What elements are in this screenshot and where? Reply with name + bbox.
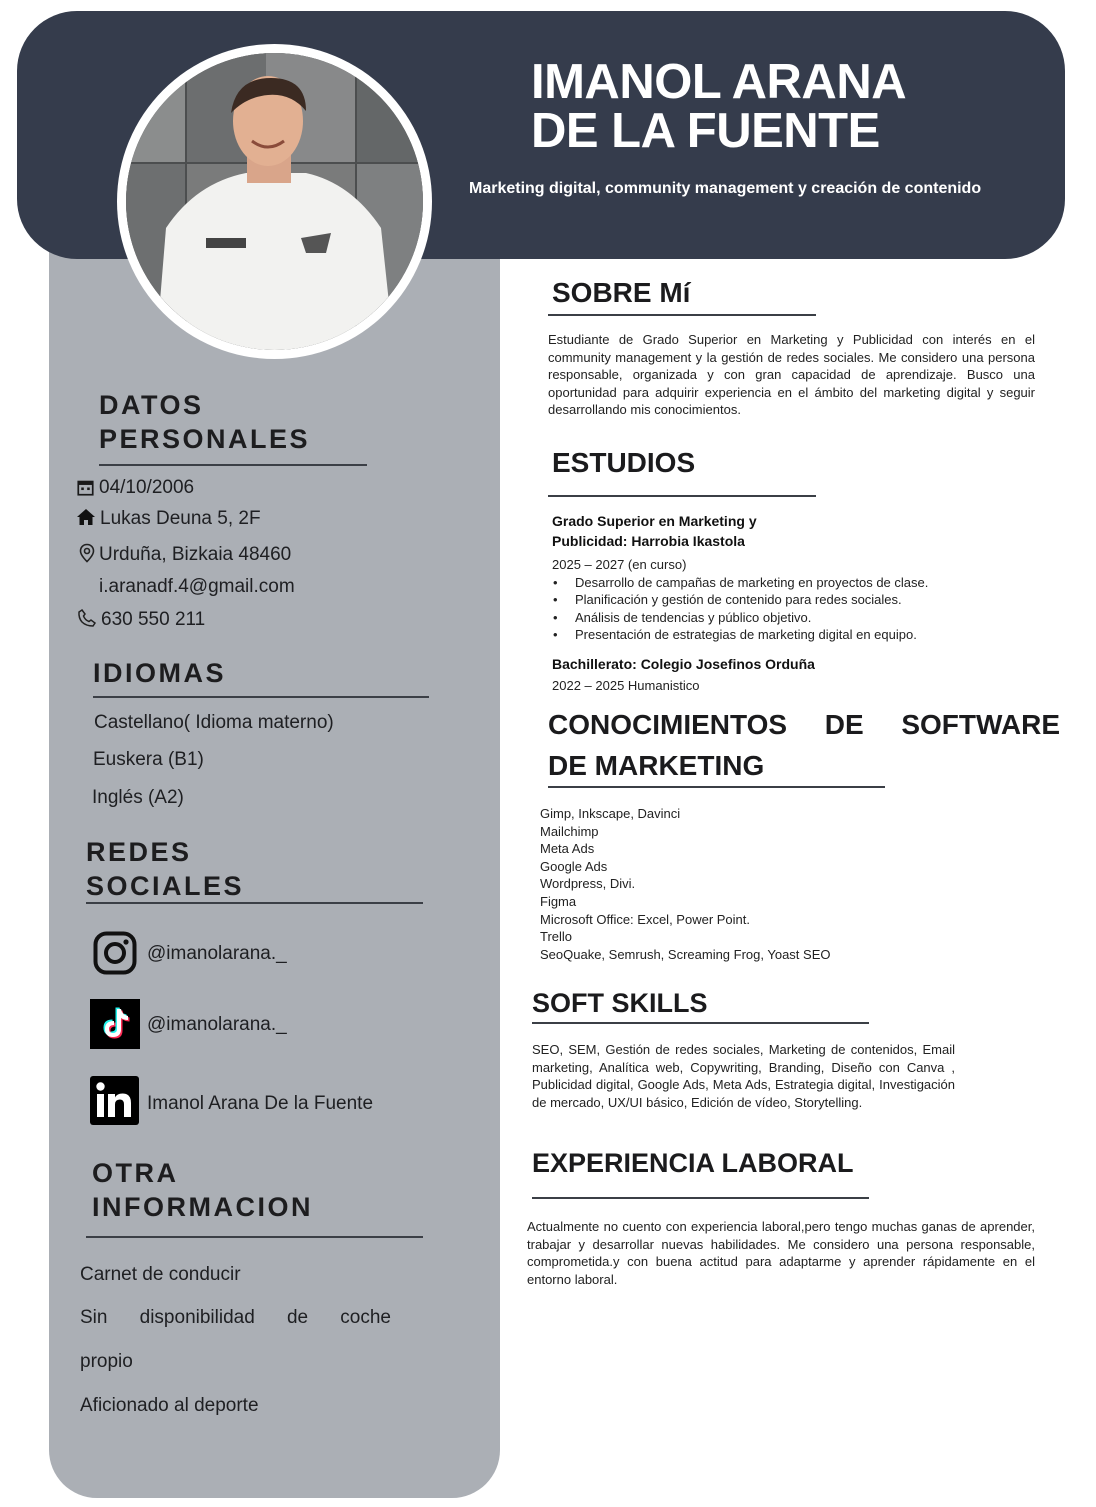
other-info-item: Aficionado al deporte <box>80 1395 259 1416</box>
social-heading <box>86 835 244 903</box>
other-heading-line-1: OTRA <box>92 1158 179 1188</box>
home-icon <box>76 507 96 527</box>
software-item: Mailchimp <box>540 823 599 839</box>
bullet-text: Análisis de tendencias y público objetivo. <box>575 610 812 625</box>
studies-heading: ESTUDIOS <box>552 447 696 478</box>
degree-1-bullet <box>553 610 811 625</box>
instagram-icon[interactable] <box>93 931 137 975</box>
software-item: Trello <box>540 929 573 945</box>
address: Lukas Deuna 5, 2F <box>100 508 261 529</box>
social-heading-line-2: SOCIALES <box>86 871 245 901</box>
personal-heading-line-1: DATOS <box>99 390 204 420</box>
phone-number[interactable]: 630 550 211 <box>101 609 206 630</box>
degree-1-line-2: Publicidad: Harrobia Ikastola <box>552 533 745 549</box>
language-item: Euskera (B1) <box>93 749 204 770</box>
social-heading-line-1: REDES <box>86 837 192 867</box>
other-info-item: Carnet de conducir <box>80 1264 241 1285</box>
software-list <box>540 805 830 963</box>
candidate-subtitle: Marketing digital, community management y creación de contenido <box>469 180 982 197</box>
birthdate: 04/10/2006 <box>99 477 195 498</box>
linkedin-name[interactable]: Imanol Arana De la Fuente <box>147 1093 374 1114</box>
profile-photo-illustration <box>126 53 423 350</box>
name-line-2: DE LA FUENTE <box>531 104 880 158</box>
software-item: Figma <box>540 893 577 909</box>
language-item: Castellano( Idioma materno) <box>94 712 334 733</box>
degree-1-dates: 2025 – 2027 (en curso) <box>552 557 687 572</box>
email[interactable]: i.aranadf.4@gmail.com <box>99 576 295 597</box>
about-divider <box>548 314 816 316</box>
calendar-icon <box>77 479 94 496</box>
languages-heading: IDIOMAS <box>93 658 227 688</box>
languages-divider <box>93 696 429 698</box>
other-info-item: Sin disponibilidad de coche <box>80 1307 391 1328</box>
soft-skills-heading: SOFT SKILLS <box>532 988 708 1018</box>
experience-divider <box>532 1197 869 1199</box>
phone-icon <box>77 608 97 628</box>
software-item: Microsoft Office: Excel, Power Point. <box>540 911 750 927</box>
other-info-item: propio <box>80 1351 133 1372</box>
software-item: Wordpress, Divi. <box>540 876 636 892</box>
linkedin-icon[interactable] <box>90 1076 139 1125</box>
other-info-heading <box>92 1156 313 1224</box>
degree-2-dates: 2022 – 2025 Humanistico <box>552 678 700 693</box>
degree-1-title <box>552 511 757 551</box>
candidate-name <box>531 55 1051 158</box>
other-info-divider <box>86 1236 423 1238</box>
software-item: SeoQuake, Semrush, Screaming Frog, Yoast SEO <box>540 946 831 962</box>
experience-text: Actualmente no cuento con experiencia laboral,pero tengo muchas ganas de aprender, trabajar y desarrollar nuevas habilidades. Me considero una persona responsable, comprometida.y con buena actitud para adaptarme y aprender rápidamente en el entorno laboral. <box>527 1219 1035 1287</box>
location-pin-icon <box>77 543 97 563</box>
bullet-text: Presentación de estrategias de marketing digital en equipo. <box>575 627 917 642</box>
software-item: Gimp, Inkscape, Davinci <box>540 806 681 821</box>
degree-1-bullet <box>553 575 928 590</box>
soft-skills-divider <box>532 1022 869 1024</box>
tiktok-handle[interactable]: @imanolarana._ <box>147 1014 287 1035</box>
software-divider <box>548 786 885 788</box>
experience-heading: EXPERIENCIA LABORAL <box>532 1148 854 1178</box>
about-text: Estudiante de Grado Superior en Marketing y Publicidad con interés en el community management y la gestión de redes sociales. Me considero una persona responsable, organizada y con gran capacidad de aprendizaje. Busco una oportunidad para adquirir experiencia en el ámbito del marketing digital y seguir desarrollando mis conocimientos. <box>548 332 1035 417</box>
software-heading <box>548 704 1060 786</box>
software-heading-line-2: DE MARKETING <box>548 750 765 781</box>
instagram-handle[interactable]: @imanolarana._ <box>147 943 287 964</box>
name-line-1: IMANOL ARANA <box>531 55 907 109</box>
personal-divider <box>99 464 367 466</box>
profile-photo <box>126 53 423 350</box>
studies-divider <box>548 495 816 497</box>
software-item: Meta Ads <box>540 841 595 857</box>
personal-data-heading <box>99 388 310 456</box>
degree-1-line-1: Grado Superior en Marketing y <box>552 513 757 529</box>
tiktok-icon[interactable] <box>90 999 140 1049</box>
bullet-text: Planificación y gestión de contenido para redes sociales. <box>575 592 902 607</box>
about-heading: SOBRE Mí <box>552 277 691 308</box>
degree-1-bullet <box>553 592 902 607</box>
degree-2-title: Bachillerato: Colegio Josefinos Orduña <box>552 656 815 672</box>
software-heading-line-1: CONOCIMIENTOS DE SOFTWARE <box>548 709 1060 740</box>
city: Urduña, Bizkaia 48460 <box>99 544 292 565</box>
social-divider <box>86 902 423 904</box>
soft-skills-text: SEO, SEM, Gestión de redes sociales, Marketing de contenidos, Email marketing, Analítica web, Copywriting, Branding, Diseño con Canva , Publicidad digital, Google Ads, Meta Ads, Estrategia digital, Investigación de mercado, UX/UI básico, Edición de vídeo, Storytelling. <box>532 1042 955 1110</box>
personal-heading-line-2: PERSONALES <box>99 424 311 454</box>
bullet-text: Desarrollo de campañas de marketing en proyectos de clase. <box>575 575 929 590</box>
other-heading-line-2: INFORMACION <box>92 1192 313 1222</box>
language-item: Inglés (A2) <box>92 787 184 808</box>
degree-1-bullet <box>553 627 917 642</box>
software-item: Google Ads <box>540 858 608 874</box>
